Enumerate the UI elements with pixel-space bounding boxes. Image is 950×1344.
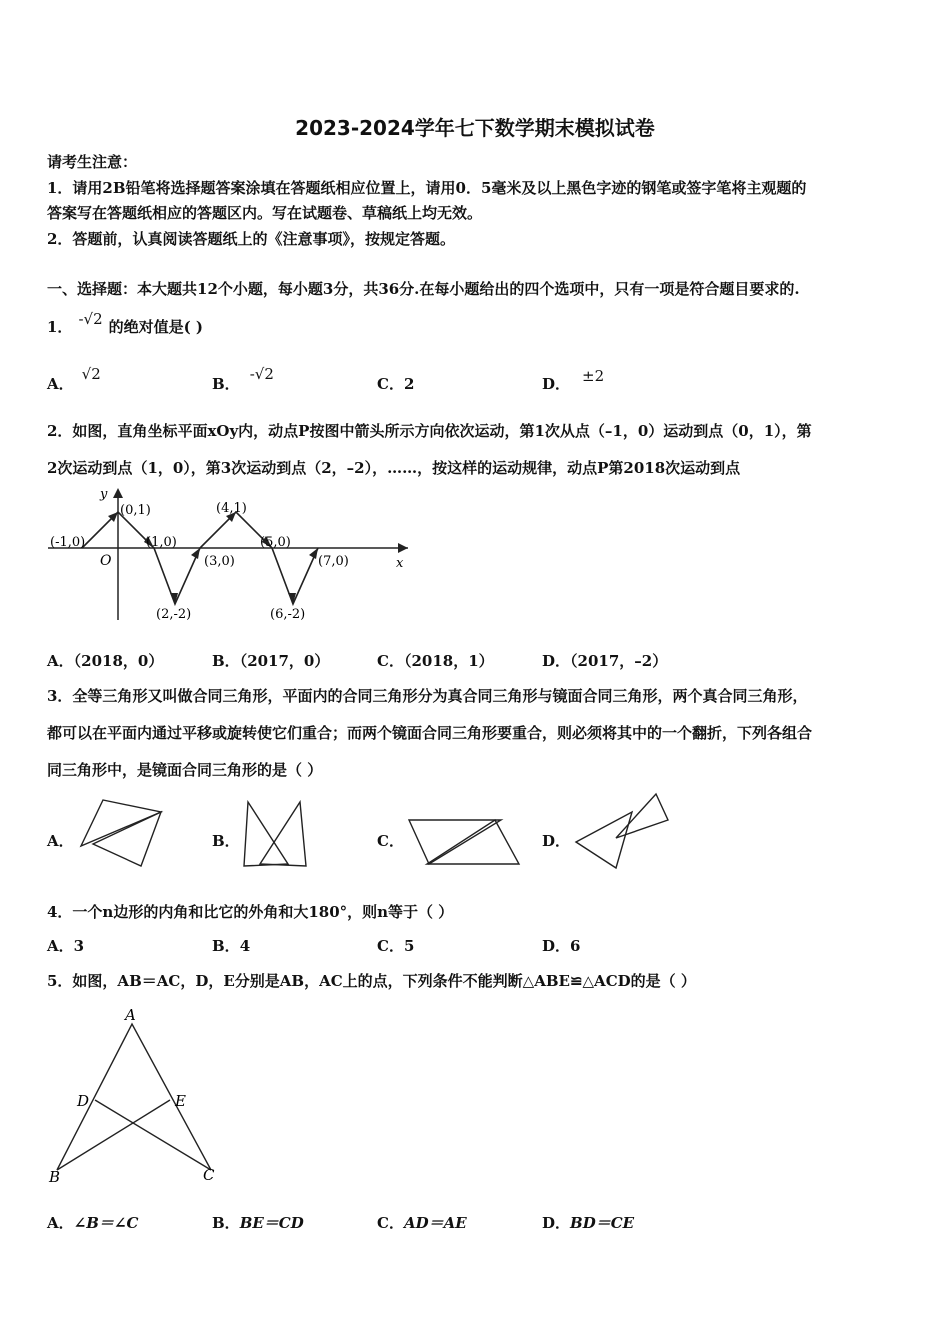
point-label: (3,0) xyxy=(204,554,235,569)
q3-stem-line-1: 3．全等三角形又叫做合同三角形，平面内的合同三角形分为真合同三角形与镜面合同三角形，两个真合同三角形， xyxy=(47,687,808,705)
triangle xyxy=(244,802,288,866)
q4-option-b[interactable] xyxy=(212,935,250,956)
y-axis-label: y xyxy=(100,487,108,502)
triangle xyxy=(409,820,501,864)
q1-option-c[interactable] xyxy=(377,373,414,394)
option-label: B． xyxy=(212,375,240,393)
q4-option-c[interactable] xyxy=(377,935,414,956)
option-text: BE＝CD xyxy=(239,1214,304,1232)
option-label: C． xyxy=(377,375,404,393)
point-label: (2,-2) xyxy=(156,607,192,622)
option-label: D． xyxy=(542,937,571,955)
q4-option-d[interactable] xyxy=(542,935,580,956)
option-text: 2 xyxy=(403,375,415,393)
option-text: AD＝AE xyxy=(403,1214,467,1232)
q3-option-b[interactable] xyxy=(212,830,240,851)
option-label: B． xyxy=(212,832,240,850)
q1-option-b[interactable] xyxy=(212,365,274,394)
q5-option-d[interactable] xyxy=(542,1212,634,1233)
point-label-e: E xyxy=(175,1092,186,1110)
q5-stem: 5．如图，AB＝AC，D，E分别是AB，AC上的点，下列条件不能判断△ABE≌△ACD的是（ ） xyxy=(47,972,696,990)
q3-option-a[interactable] xyxy=(47,830,74,851)
q2-option-a[interactable] xyxy=(47,650,163,671)
q4-stem: 4．一个n边形的内角和比它的外角和大180°，则n等于（ ） xyxy=(47,903,454,921)
option-label: A． xyxy=(47,1214,74,1232)
q2-option-d[interactable] xyxy=(542,650,667,671)
triangle xyxy=(81,800,161,846)
q2-stem-line-2: 2次运动到点（1，0），第3次运动到点（2，–2），……，按这样的运动规律，动点P第2018次运动到点 xyxy=(47,459,741,477)
q1-expression: -√2 xyxy=(78,310,103,328)
option-label: D． xyxy=(542,375,571,393)
q2-option-b[interactable] xyxy=(212,650,329,671)
section-heading: 一、选择题：本大题共12个小题，每小题3分，共36分.在每小题给出的四个选项中，只有一项是符合题目要求的. xyxy=(47,280,800,298)
option-label: A． xyxy=(47,375,74,393)
notice-heading: 请考生注意： xyxy=(47,153,138,171)
option-label: B． xyxy=(212,652,240,670)
option-label: D． xyxy=(542,832,571,850)
point-label: (4,1) xyxy=(216,501,247,516)
point-label: (5,0) xyxy=(260,535,291,550)
point-label: (6,-2) xyxy=(270,607,306,622)
triangle xyxy=(576,812,632,868)
option-text: 6 xyxy=(570,937,581,955)
notice-line-3: 2．答题前，认真阅读答题纸上的《注意事项》，按规定答题。 xyxy=(47,230,455,248)
point-label-d: D xyxy=(77,1092,90,1110)
arrow-head xyxy=(309,548,318,559)
option-text: -√2 xyxy=(249,365,274,383)
q3-figure-d[interactable] xyxy=(570,792,675,872)
y-axis-arrow xyxy=(113,488,123,498)
q5-option-c[interactable] xyxy=(377,1212,467,1233)
option-text: ∠B＝∠C xyxy=(73,1214,139,1232)
notice-line-2: 答案写在答题纸相应的答题区内。写在试题卷、草稿纸上均无效。 xyxy=(47,204,483,222)
option-label: C． xyxy=(377,1214,404,1232)
q3-figure-a[interactable] xyxy=(75,798,170,868)
point-label: (7,0) xyxy=(318,554,349,569)
q3-stem-line-2: 都可以在平面内通过平移或旋转使它们重合；而两个镜面合同三角形要重合，则必须将其中的一个翻折，下列各组合 xyxy=(47,724,813,742)
point-label: (0,1) xyxy=(120,503,151,518)
q1-option-a[interactable] xyxy=(47,365,101,394)
option-text: 5 xyxy=(403,937,415,955)
option-text: （2017，–2） xyxy=(570,652,668,670)
page-title: 2023-2024学年七下数学期末模拟试卷 xyxy=(295,116,655,140)
q5-triangle-figure xyxy=(45,1002,230,1192)
q4-option-a[interactable] xyxy=(47,935,84,956)
option-text: （2018，1） xyxy=(403,652,494,670)
q2-stem-line-1: 2．如图，直角坐标平面xOy内，动点P按图中箭头所示方向依次运动，第1次从点（–1，0）运动到点（0，1），第 xyxy=(47,422,812,440)
option-text: 4 xyxy=(239,937,251,955)
option-text: ±2 xyxy=(582,367,605,385)
x-axis-label: x xyxy=(396,556,404,571)
q3-option-c[interactable] xyxy=(377,830,404,851)
vertex-label-a: A xyxy=(125,1006,136,1024)
triangle xyxy=(93,812,161,866)
option-label: B． xyxy=(212,937,240,955)
question-1 xyxy=(47,310,204,337)
x-axis-arrow xyxy=(398,543,408,553)
q1-option-d[interactable] xyxy=(542,367,605,394)
option-label: C． xyxy=(377,832,404,850)
option-text: 3 xyxy=(73,937,85,955)
option-text: （2017，0） xyxy=(239,652,330,670)
vertex-label-b: B xyxy=(49,1168,61,1186)
option-label: C． xyxy=(377,937,404,955)
option-text: （2018，0） xyxy=(73,652,164,670)
option-label: C． xyxy=(377,652,404,670)
option-text: BD＝CE xyxy=(570,1214,635,1232)
option-label: A． xyxy=(47,832,74,850)
point-label: (1,0) xyxy=(146,535,177,550)
q1-number: 1． xyxy=(47,318,73,336)
option-label: A． xyxy=(47,652,74,670)
q1-stem: 的绝对值是( ) xyxy=(108,318,204,336)
q3-figure-b[interactable] xyxy=(238,800,313,870)
option-label: D． xyxy=(542,1214,571,1232)
point-label: (-1,0) xyxy=(50,535,86,550)
option-label: D． xyxy=(542,652,571,670)
q5-option-a[interactable] xyxy=(47,1212,138,1233)
q2-option-c[interactable] xyxy=(377,650,494,671)
option-label: A． xyxy=(47,937,74,955)
option-text: √2 xyxy=(81,365,101,383)
arrow-head xyxy=(191,548,200,559)
q2-coordinate-figure xyxy=(40,480,420,630)
notice-line-1: 1．请用2B铅笔将选择题答案涂填在答题纸相应位置上，请用0．5毫米及以上黑色字迹的钢笔或签字笔将主观题的 xyxy=(47,179,807,197)
q3-option-d[interactable] xyxy=(542,830,570,851)
q5-option-b[interactable] xyxy=(212,1212,304,1233)
q3-figure-c[interactable] xyxy=(405,814,525,870)
option-label: B． xyxy=(212,1214,240,1232)
origin-label: O xyxy=(100,553,112,569)
vertex-label-c: C xyxy=(203,1166,215,1184)
q3-stem-line-3: 同三角形中，是镜面合同三角形的是（ ） xyxy=(47,761,323,779)
